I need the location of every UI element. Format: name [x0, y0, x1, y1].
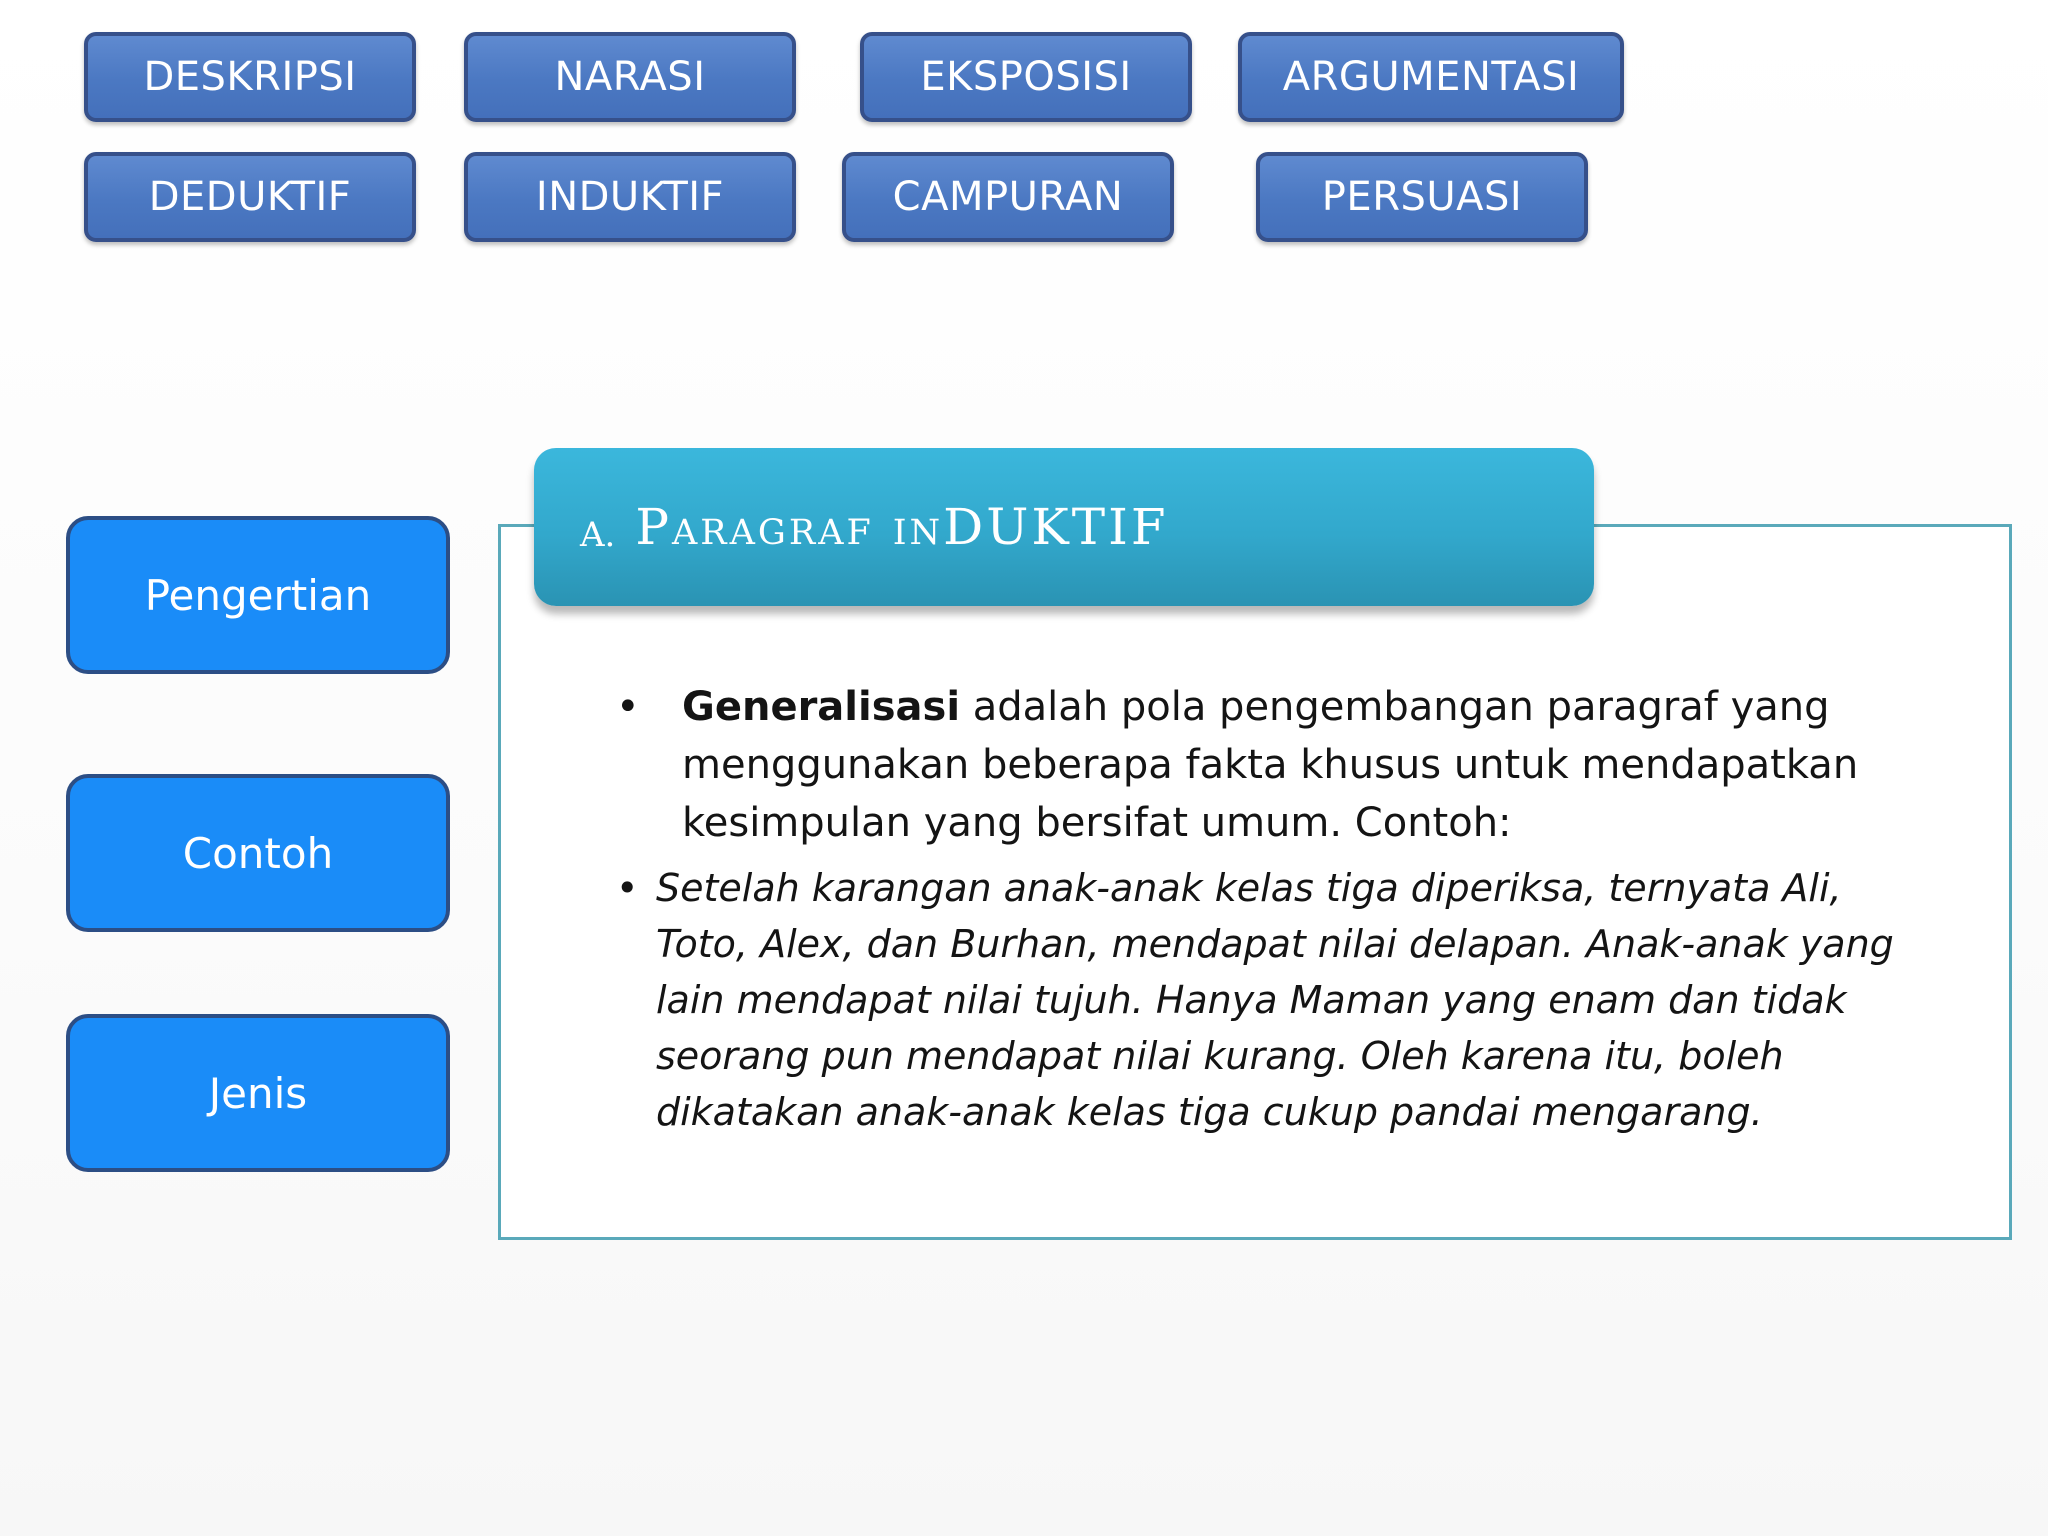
- sidebar-button-contoh[interactable]: Contoh: [66, 774, 450, 932]
- section-title: Paragraf inDUKTIF: [635, 498, 1169, 556]
- section-number: A.: [580, 515, 616, 555]
- definition-term: Generalisasi: [682, 684, 961, 730]
- nav-button-deduktif[interactable]: DEDUKTIF: [84, 152, 416, 242]
- bullet-dot: •: [616, 684, 640, 730]
- nav-button-narasi[interactable]: NARASI: [464, 32, 796, 122]
- nav-button-induktif[interactable]: INDUKTIF: [464, 152, 796, 242]
- nav-button-deskripsi[interactable]: DESKRIPSI: [84, 32, 416, 122]
- nav-button-eksposisi[interactable]: EKSPOSISI: [860, 32, 1192, 122]
- definition-text: adalah pola pengembangan paragraf yang menggunakan beberapa fakta khusus untuk mendapatkan kesimpulan yang bersifat umum. Contoh:: [682, 684, 1859, 846]
- nav-button-persuasi[interactable]: PERSUASI: [1256, 152, 1588, 242]
- sidebar-button-pengertian[interactable]: Pengertian: [66, 516, 450, 674]
- content-body: [616, 678, 1916, 1140]
- nav-button-argumentasi[interactable]: ARGUMENTASI: [1238, 32, 1624, 122]
- sidebar-button-jenis[interactable]: Jenis: [66, 1014, 450, 1172]
- nav-button-campuran[interactable]: CAMPURAN: [842, 152, 1174, 242]
- example-bullet: [616, 860, 1916, 1140]
- bullet-dot: •: [616, 866, 639, 910]
- section-title-bar: [534, 448, 1594, 606]
- definition-bullet: [616, 678, 1916, 852]
- example-text: Setelah karangan anak-anak kelas tiga diperiksa, ternyata Ali, Toto, Alex, dan Burhan, mendapat nilai delapan. Anak-anak yang lain mendapat nilai tujuh. Hanya Maman yang enam dan tidak seorang pun mendapat nilai kurang. Oleh karena itu, boleh dikatakan anak-anak kelas tiga cukup pandai mengarang.: [656, 866, 1894, 1134]
